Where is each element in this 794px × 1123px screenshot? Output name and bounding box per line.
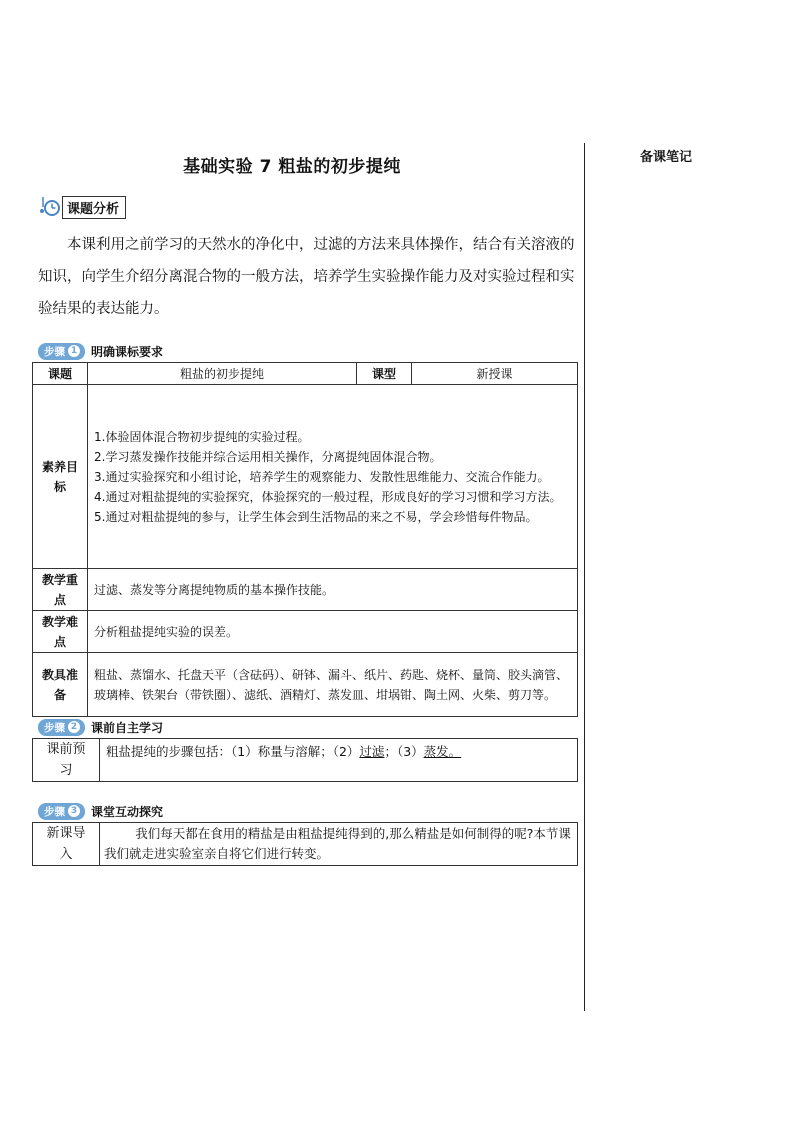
type-value: 新授课 (412, 363, 578, 385)
intro-label: 新课导入 (33, 823, 100, 866)
section-badge-analysis (38, 196, 126, 218)
goal-item: 5.通过对粗盐提纯的参与，让学生体会到生活物品的来之不易，学会珍惜每件物品。 (94, 509, 538, 524)
preview-label: 课前预习 (33, 739, 100, 782)
step-label: 明确课标要求 (91, 344, 164, 359)
section-label: 课题分析 (62, 196, 126, 219)
key-points-value: 过滤、蒸发等分离提纯物质的基本操作技能。 (88, 569, 578, 611)
preview-table (32, 738, 578, 782)
intro-text: 我们每天都在食用的精盐是由粗盐提纯得到的,那么精盐是如何制得的呢?本节课我们就走进实验室亲自将它们进行转变。 (100, 823, 578, 866)
step-label: 课堂互动探究 (91, 804, 164, 819)
step-chip: 步骤 2 (38, 719, 85, 736)
interactive-table (32, 822, 578, 866)
notes-column-title: 备课笔记 (640, 150, 693, 165)
goals-list (88, 385, 578, 569)
goal-item: 2.学习蒸发操作技能并综合运用相关操作，分离提纯固体混合物。 (94, 449, 442, 464)
goal-item: 1.体验固体混合物初步提纯的实验过程。 (94, 429, 310, 444)
answer-filter: 过滤 (359, 744, 385, 759)
clock-icon (38, 197, 64, 217)
step-chip: 步骤 1 (38, 343, 85, 360)
equipment-label: 教具准备 (33, 653, 88, 717)
margin-divider (584, 143, 585, 1011)
step-2-header (38, 719, 163, 735)
difficulty-value: 分析粗盐提纯实验的误差。 (88, 611, 578, 653)
curriculum-table (32, 362, 578, 717)
analysis-paragraph: 本课利用之前学习的天然水的净化中，过滤的方法来具体操作，结合有关溶液的知识，向学生介绍分离混合物的一般方法，培养学生实验操作能力及对实验过程和实验结果的表达能力。 (38, 237, 575, 317)
key-points-label: 教学重点 (33, 569, 88, 611)
type-label: 课型 (357, 363, 412, 385)
step-1-header (38, 343, 163, 359)
page-title: 基础实验 7 粗盐的初步提纯 (183, 157, 401, 177)
step-3-header (38, 803, 163, 819)
topic-label: 课题 (33, 363, 88, 385)
answer-evaporate: 蒸发。 (423, 744, 462, 759)
difficulty-label: 教学难点 (33, 611, 88, 653)
goals-label: 素养目标 (33, 385, 88, 569)
equipment-value: 粗盐、蒸馏水、托盘天平（含砝码）、研钵、漏斗、纸片、药匙、烧杯、量筒、胶头滴管、玻璃棒、铁架台（带铁圈）、滤纸、酒精灯、蒸发皿、坩埚钳、陶土网、火柴、剪刀等。 (88, 653, 578, 717)
topic-value: 粗盐的初步提纯 (88, 363, 357, 385)
step-chip: 步骤 3 (38, 803, 85, 820)
goal-item: 4.通过对粗盐提纯的实验探究，体验探究的一般过程，形成良好的学习习惯和学习方法。 (94, 489, 562, 504)
step-label: 课前自主学习 (91, 720, 164, 735)
goal-item: 3.通过实验探究和小组讨论，培养学生的观察能力、发散性思维能力、交流合作能力。 (94, 469, 550, 484)
preview-text: 粗盐提纯的步骤包括：（1）称量与溶解；（2）过滤；（3）蒸发。 (100, 739, 578, 782)
